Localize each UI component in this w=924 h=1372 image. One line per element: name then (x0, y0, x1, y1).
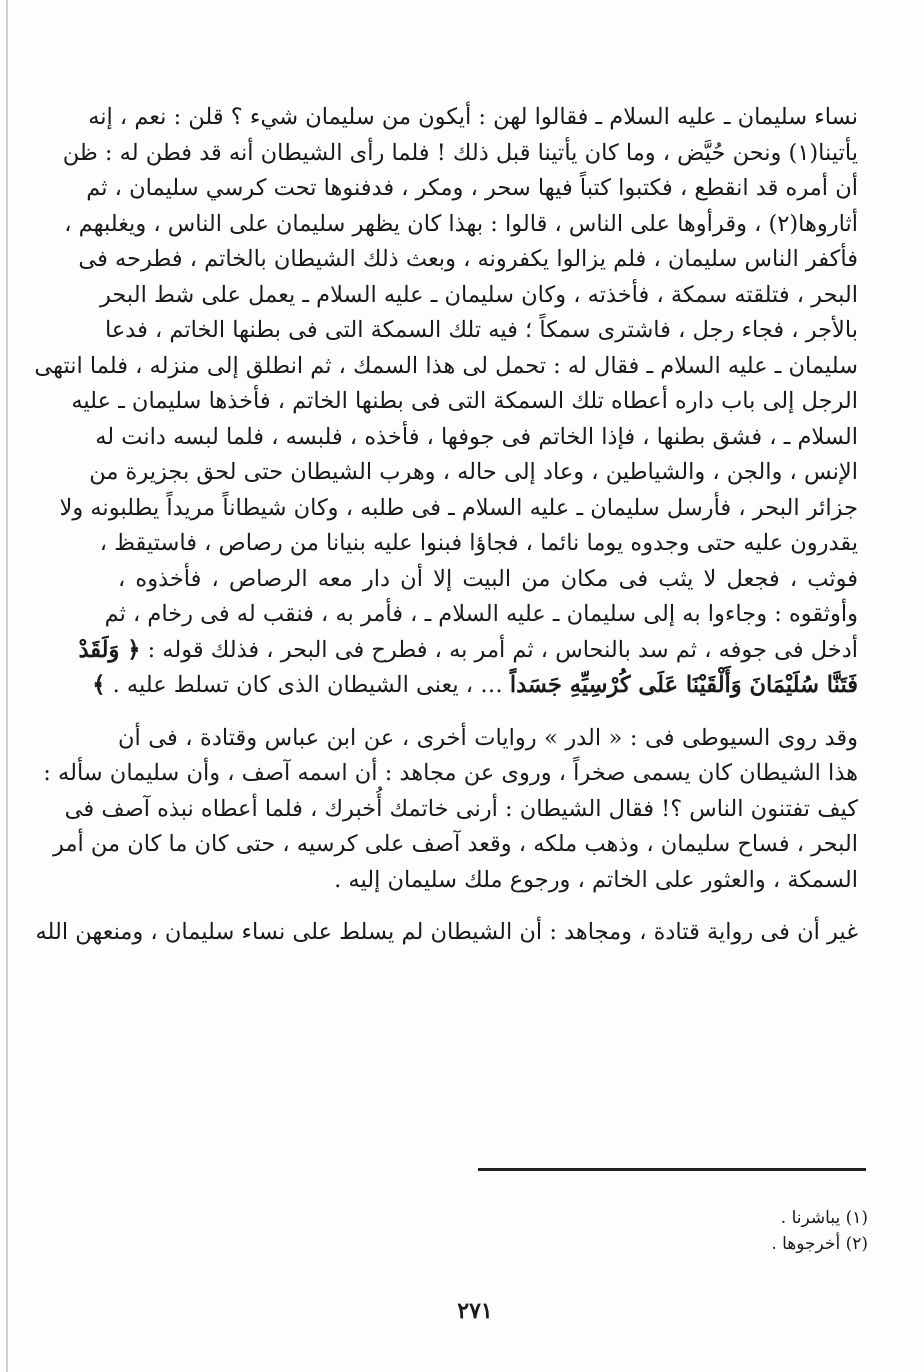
text-line: يأتينا(١) ونحن حُيَّض ، وما كان يأتينا قبل ذلك ! فلما رأى الشيطان أنه قد فطن له : ظن (62, 139, 858, 166)
text-line: السمكة ، والعثور على الخاتم ، ورجوع ملك سليمان إليه . (334, 866, 858, 893)
text-segment: … ، يعنى الشيطان الذى كان تسلط عليه . (112, 672, 503, 698)
text-line: وأوثقوه : وجاءوا به إلى سليمان ـ عليه السلام ـ ، فأمر به ، فنقب له فى رخام ، ثم (104, 601, 858, 627)
text-line: سليمان ـ عليه السلام ـ فقال له : تحمل لى هذا السمك ، ثم انطلق إلى منزله ، فلما انتهى (34, 352, 858, 379)
quran-verse-start: ﴿ وَلَقَدْ (78, 636, 141, 663)
text-line: كيف تفتنون الناس ؟! فقال الشيطان : أرنى خاتمك أُخبرك ، فلما أعطاه نبذه آصف فى (64, 795, 858, 822)
footnote-1: (١) يباشرنا . (780, 1208, 868, 1228)
text-line: البحر ، فساح سليمان ، وذهب ملكه ، وقعد آصف على كرسيه ، حتى كان ما كان من أمر (53, 831, 858, 857)
text-line: هذا الشيطان كان يسمى صخراً ، وروى عن مجاهد : أن اسمه آصف ، وأن سليمان سأله : (43, 760, 858, 786)
quran-verse-close: ﴾ (92, 672, 106, 698)
text-line: يقدرون عليه حتى وجدوه يوما نائما ، فجاؤا فبنوا عليه بنيانا من رصاص ، فاستيقظ ، (99, 530, 858, 556)
text-line: فأكفر الناس سليمان ، فلم يزالوا يكفرونه ، وبعث ذلك الشيطان بالخاتم ، فطرحه فى (78, 246, 858, 272)
text-line: بالأجر ، فجاء رجل ، فاشترى سمكاً ؛ فيه تلك السمكة التى فى بطنها الخاتم ، فدعا (104, 317, 858, 343)
text-line-with-quran-start (78, 633, 858, 669)
text-line: أن أمره قد انقطع ، فكتبوا كتباً فيها سحر ، ومكر ، فدفنوها تحت كرسي سليمان ، ثم (86, 175, 858, 201)
footnotes (560, 1205, 868, 1257)
main-text-block (34, 100, 858, 951)
scan-edge-line (6, 0, 8, 1372)
footnote-2: (٢) أخرجوها . (771, 1234, 868, 1254)
text-line: نساء سليمان ـ عليه السلام ـ فقالوا لهن : أيكون من سليمان شيء ؟ قلن : نعم ، إنه (88, 104, 858, 130)
text-line: أثاروها(٢) ، وقرأوها على الناس ، قالوا : بهذا كان يظهر سليمان على الناس ، ويغلبهم ، (64, 210, 858, 237)
paragraph-gap (118, 704, 858, 721)
text-line: البحر ، فتلقته سمكة ، فأخذته ، وكان سليمان ـ عليه السلام ـ يعمل على شط البحر (99, 281, 858, 308)
text-line: غير أن فى رواية قتادة ، ومجاهد : أن الشيطان لم يسلط على نساء سليمان ، ومنعهن الله (35, 919, 858, 945)
text-line: الرجل إلى باب داره أعطاه تلك السمكة التى فى بطنها الخاتم ، فأخذها سليمان ـ عليه (71, 388, 858, 414)
text-line: فوثب ، فجعل لا يثب فى مكان من البيت إلا أن دار معه الرصاص ، فأخذوه ، (118, 565, 858, 592)
text-line: السلام ـ ، فشق بطنها ، فإذا الخاتم فى جوفها ، فأخذه ، فلبسه ، فلما لبسه دانت له (95, 423, 858, 450)
footnote-separator (478, 1168, 866, 1171)
text-line-with-quran-verse (92, 668, 858, 704)
quran-verse: فَتَنَّا سُلَيْمَانَ وَأَلْقَيْنَا عَلَى كُرْسِيِّهِ جَسَداً (509, 672, 858, 698)
text-line: وقد روى السيوطى فى : « الدر » روايات أخرى ، عن ابن عباس وقتادة ، فى أن (118, 724, 858, 751)
page-number: ٢٧١ (457, 1298, 493, 1324)
text-line: جزائر البحر ، فأرسل سليمان ـ عليه السلام ـ فى طلبه ، وكان شيطاناً مريداً يطلبونه ولا (59, 494, 858, 521)
paragraph-gap (118, 898, 858, 915)
text-segment: أدخل فى جوفه ، ثم سد بالنحاس ، ثم أمر به ، فطرح فى البحر ، فذلك قوله : (147, 636, 858, 663)
text-line: الإنس ، والجن ، والشياطين ، وعاد إلى حاله ، وهرب الشيطان حتى لحق بجزيرة من (89, 459, 858, 485)
